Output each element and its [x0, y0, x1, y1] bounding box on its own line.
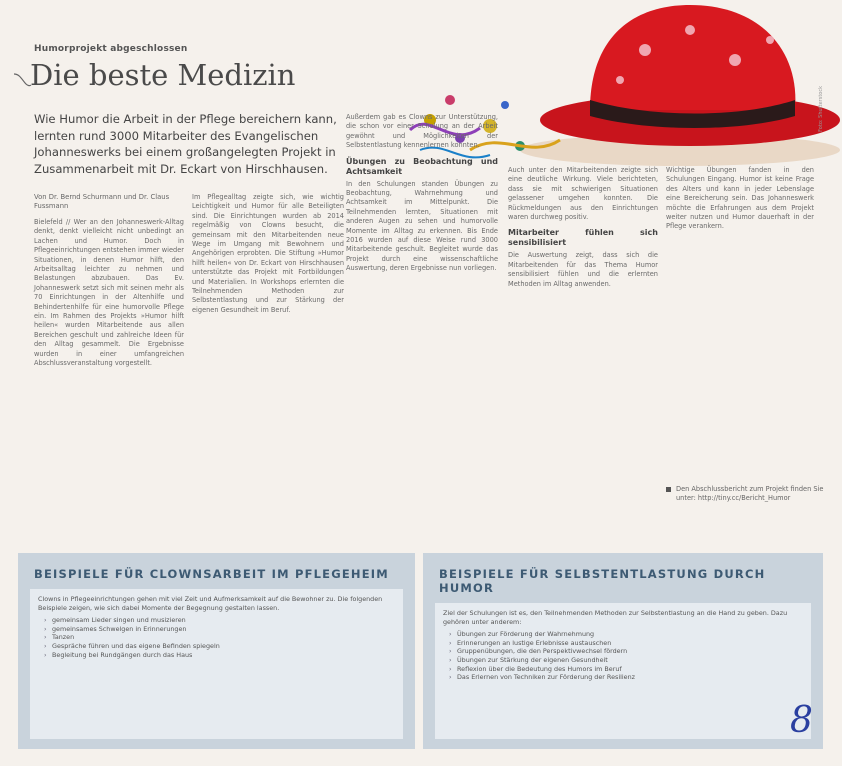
list-item: › Übungen zur Förderung der Wahrnehmung [451, 630, 803, 639]
list-item: › Tanzen [46, 633, 395, 642]
body-column-4-text: Auch unter den Mitarbeitenden zeigte sich eine deutliche Wirkung. Viele berichteten, dass sie mit schwierigen Situationen gelassener umgehen konnten. Die Rückmeldungen aus den Einrichtungen waren durchweg positiv. [508, 166, 658, 222]
list-item: › Reflexion über die Bedeutung des Humors im Beruf [451, 665, 803, 674]
author-line: Von Dr. Bernd Schurmann und Dr. Claus Fussmann [34, 193, 170, 210]
clown-examples-list [38, 616, 395, 659]
list-item: › Begleitung bei Rundgängen durch das Haus [46, 651, 395, 660]
body-column-4-text-2: Die Auswertung zeigt, dass sich die Mitarbeitenden für das Thema Humor sensibilisiert fühlen und die erlernten Methoden im Alltag anwenden. [508, 251, 658, 288]
self-relief-content [435, 603, 811, 739]
clown-examples-intro: Clowns in Pflegeeinrichtungen gehen mit viel Zeit und Aufmerksamkeit auf die Bewohner zu. Die folgenden Beispiele zeigen, wie sich dabei Momente der Begegnung gestalten lassen. [38, 595, 383, 612]
self-relief-title: BEISPIELE FÜR SELBSTENTLASTUNG DURCH HUMOR [439, 567, 766, 595]
self-relief-panel [423, 553, 823, 749]
clown-examples-panel [18, 553, 415, 749]
clown-examples-content [30, 589, 403, 739]
list-item: › Gespräche führen und das eigene Befinden spiegeln [46, 642, 395, 651]
list-item: › Das Erlernen von Techniken zur Förderung der Resilienz [451, 673, 803, 682]
subheading-sensitized: Mitarbeiter fühlen sich sensibilisiert [508, 228, 658, 248]
body-column-1: Bielefeld // Wer an den Johanneswerk-Alltag denkt, denkt vielleicht nicht unbedingt an Lachen und Humor. Doch in Pflegeeinrichtungen entstehen immer wieder Situationen, in denen Humor hilft, den Arbeitsalltag leichter zu nehmen und Belastungen abzubauen. Das Ev. Johanneswerk setzt sich mit seinen mehr als 70 Einrichtungen in der Altenhilfe und Behindertenhilfe für eine humorvolle Pflege ein. Im Rahmen des Projekts »Humor hilft heilen« wurden Mitarbeitende aus allen Bereichen geschult und zahlreiche Ideen für den Alltag gesammelt. Die Ergebnisse wurden in einer umfangreichen Abschlussveranstaltung vorgestellt. [34, 218, 184, 368]
lead-paragraph: Wie Humor die Arbeit in der Pflege bereichern kann, lernten rund 3000 Mitarbeiter des Evangelischen Johanneswerks bei einem großangelegten Projekt in Zusammenarbeit mit Dr. Eckart von Hirschhausen. [34, 112, 337, 176]
body-column-5: Wichtige Übungen fanden in den Schulungen Eingang. Humor ist keine Frage des Alters und kann in jeder Lebenslage eine Bereicherung sein. Das Johanneswerk möchte die Erfahrungen aus dem Projekt weiter nutzen und Humor dauerhaft in der Pflege verankern. [666, 166, 814, 231]
body-column-3-intro: Außerdem gab es Clowns zur Unterstützung, die schon vor einer Schulung an der Arbeit gewöhnt und Möglichkeiten der Selbstentlastung kennenlernen konnten. [346, 113, 498, 150]
list-item: › gemeinsames Schwelgen in Erinnerungen [46, 625, 395, 634]
kicker: Humorprojekt abgeschlossen [34, 44, 188, 54]
body-column-3-text: In den Schulungen standen Übungen zu Beobachtung, Wahrnehmung und Achtsamkeit im Mittelpunkt. Die Teilnehmenden lernten, Situationen mit anderen Augen zu sehen und humorvolle Momente im Alltag zu erkennen. Bis Ende 2016 wurden auf diese Weise rund 3000 Mitarbeitende geschult. Begleitet wurde das Projekt durch eine wissenschaftliche Auswertung, deren Ergebnisse nun vorliegen. [346, 179, 498, 273]
list-item: › Gruppenübungen, die den Perspektivwechsel fördern [451, 647, 803, 656]
photo-credit: Foto: Shutterstock [818, 86, 824, 132]
page-number: 8 [790, 700, 813, 741]
body-column-3 [346, 113, 498, 274]
report-link-box [666, 485, 824, 503]
list-item: › Übungen zur Stärkung der eigenen Gesundheit [451, 656, 803, 665]
swirl-ornament-icon [12, 72, 32, 90]
subheading-observation: Übungen zu Beobachtung und Achtsamkeit [346, 156, 498, 176]
square-bullet-icon [666, 487, 671, 492]
body-column-4 [508, 166, 658, 289]
report-link-text[interactable]: Den Abschlussbericht zum Projekt finden Sie unter: http://tiny.cc/Bericht_Humor [676, 485, 824, 502]
article-title: Die beste Medizin [30, 58, 296, 92]
self-relief-list [443, 630, 803, 682]
list-item: › gemeinsam Lieder singen und musizieren [46, 616, 395, 625]
self-relief-intro: Ziel der Schulungen ist es, den Teilnehmenden Methoden zur Selbstentlastung an die Hand zu geben. Dazu gehören unter anderem: [443, 609, 788, 626]
clown-examples-title: BEISPIELE FÜR CLOWNSARBEIT IM PFLEGEHEIM [34, 567, 389, 581]
list-item: › Erinnerungen an lustige Erlebnisse austauschen [451, 639, 803, 648]
body-column-2: Im Pflegealltag zeigte sich, wie wichtig Leichtigkeit und Humor für alle Beteiligten sind. Die Einrichtungen wurden ab 2014 regelmäßig von Clowns besucht, die gemeinsam mit den Mitarbeitenden neue Wege im Umgang mit Bewohnern und Angehörigen erprobten. Die Stiftung »Humor hilft heilen« von Dr. Eckart von Hirschhausen unterstützte das Projekt mit Fortbildungen und Materialien. In Workshops erlernten die Teilnehmenden Methoden zur Selbstentlastung und zur Stärkung der eigenen Gesundheit im Beruf. [192, 193, 344, 314]
